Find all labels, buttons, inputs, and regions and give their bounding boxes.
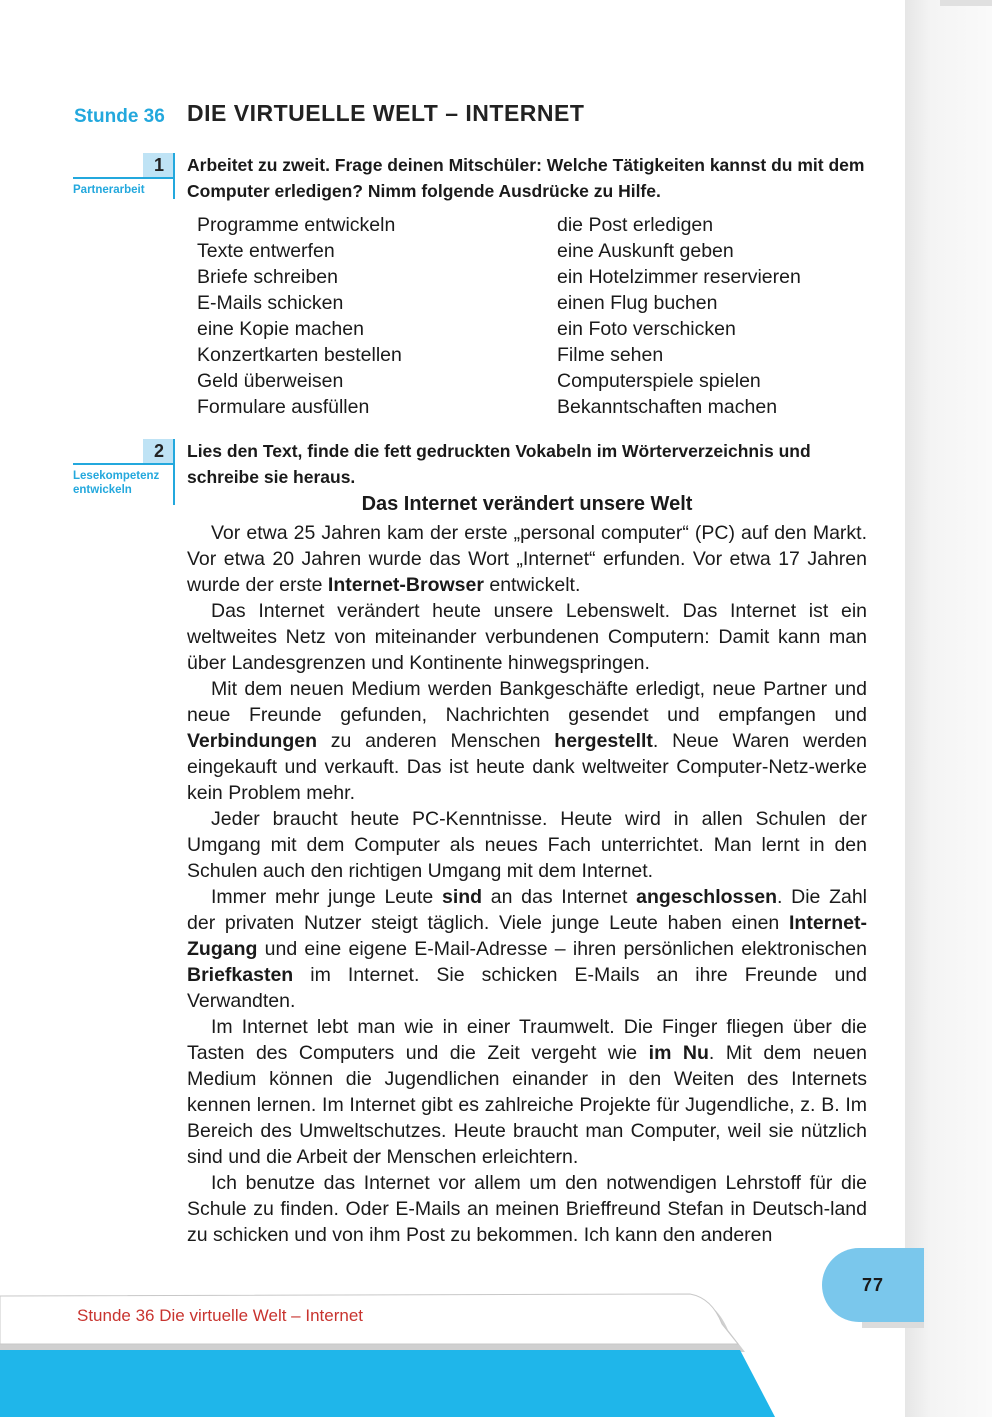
expression-item-left: E-Mails schicken <box>197 292 344 314</box>
bold-vocabulary: hergestellt <box>554 730 653 752</box>
expression-item-right: ein Hotelzimmer reservieren <box>557 266 801 288</box>
task-1-marker <box>73 153 175 199</box>
text-segment: entwickelt. <box>483 574 581 596</box>
expression-item-left: Konzertkarten bestellen <box>197 344 402 366</box>
expression-item-right: eine Auskunft geben <box>557 240 734 262</box>
expression-item-left: Geld überweisen <box>197 370 344 392</box>
text-paragraph <box>187 520 867 598</box>
page-edge-top <box>940 0 992 6</box>
task-2-marker <box>73 439 175 505</box>
bold-vocabulary: Verbindungen <box>187 730 318 752</box>
reading-text <box>187 520 867 1248</box>
expression-item-right: Filme sehen <box>557 344 664 366</box>
text-segment: . Neue Waren werden eingekauft und verkauft. Das ist heute dank weltweiter Computer-Netz-werke kein Problem mehr. <box>187 730 867 804</box>
task-2-number: 2 <box>143 439 175 463</box>
bold-vocabulary: Internet-Zugang <box>187 912 867 960</box>
task-1-instruction: Arbeitet zu zweit. Frage deinen Mitschüler: Welche Tätigkeiten kannst du mit dem Computer erledigen? Nimm folgende Ausdrücke zu Hilfe. <box>187 155 865 201</box>
task-2-hline <box>73 463 175 465</box>
text-segment: im Internet. Sie schicken E-Mails an ihre Freunde und Verwandten. <box>187 964 867 1012</box>
text-segment: Mit dem neuen Medium werden Bankgeschäfte erledigt, neue Partner und neue Freunde gefunden, Nachrichten gesendet und empfangen und <box>187 678 867 726</box>
bold-vocabulary: Briefkasten <box>187 964 294 986</box>
text-paragraph <box>187 884 867 1014</box>
bold-vocabulary: angeschlossen <box>636 886 777 908</box>
bold-vocabulary: im Nu <box>648 1042 709 1064</box>
expression-item-right: Bekanntschaften machen <box>557 396 778 418</box>
task-1-category: Partnerarbeit <box>73 184 145 196</box>
task-1-vline <box>173 153 175 199</box>
page-number-tab: 77 <box>822 1248 924 1322</box>
expression-item-left: Texte entwerfen <box>197 240 335 262</box>
task-2-category-line1: Lesekompetenz <box>73 470 160 482</box>
page-edge-shadow <box>905 0 992 1417</box>
bold-vocabulary: Internet-Browser <box>327 574 484 596</box>
text-segment: . Die Zahl der privaten Nutzer steigt täglich. Viele junge Leute haben einen <box>187 886 867 934</box>
text-segment: zu anderen Menschen <box>317 730 555 752</box>
expressions-left-column <box>197 212 402 420</box>
text-segment: und eine eigene E-Mail-Adresse – ihren persönlichen elektronischen <box>257 938 867 960</box>
text-segment: Im Internet lebt man wie in einer Traumwelt. Die Finger fliegen über die Tasten des Computers und die Zeit vergeht wie <box>187 1016 867 1064</box>
text-segment: an das Internet <box>482 886 637 908</box>
text-segment: Immer mehr junge Leute <box>211 886 442 908</box>
expression-item-right: ein Foto verschicken <box>557 318 736 340</box>
task-2-category <box>73 469 159 497</box>
text-segment: Ich benutze das Internet vor allem um den notwendigen Lehrstoff für die Schule zu finden. Oder E-Mails an meinen Brieffreund Stefan in Deutsch-land zu schicken und von ihm Post zu bekommen. Ich kann den anderen <box>187 1172 867 1246</box>
expression-item-right: die Post erledigen <box>557 214 714 236</box>
text-paragraph <box>187 598 867 676</box>
expressions-right-column <box>557 212 801 420</box>
bold-vocabulary: sind <box>441 886 483 908</box>
expression-item-right: einen Flug buchen <box>557 292 718 314</box>
text-segment: Das Internet verändert heute unsere Lebenswelt. Das Internet ist ein weltweites Netz von miteinander verbundenen Computern: Damit kann man über Landesgrenzen und Kontinente hinwegspringen. <box>187 600 867 674</box>
text-paragraph <box>187 676 867 806</box>
text-segment: . Mit dem neuen Medium können die Jugendlichen einander in den Weiten des Internets kennen lernen. Im Internet gibt es zahlreiche Projekte für Jugendliche, z. B. Im Bereich des Umweltschutzes. Heute braucht man Computer, weil sie nützlich sind und die Arbeit der Menschen erleichtern. <box>187 1042 868 1168</box>
text-paragraph <box>187 1014 867 1170</box>
task-1-hline <box>73 177 175 179</box>
expression-item-left: eine Kopie machen <box>197 318 364 340</box>
expression-item-left: Programme entwickeln <box>197 214 396 236</box>
task-1-number: 1 <box>143 153 175 177</box>
expression-item-right: Computerspiele spielen <box>557 370 761 392</box>
task-2-category-line2: entwickeln <box>73 484 132 496</box>
text-paragraph <box>187 1170 867 1248</box>
task-2-instruction: Lies den Text, finde die fett gedruckten Vokabeln im Wörterverzeichnis und schreibe sie heraus. <box>187 441 811 487</box>
expression-item-left: Formulare ausfüllen <box>197 396 370 418</box>
text-segment: Jeder braucht heute PC-Kenntnisse. Heute wird in allen Schulen der Umgang mit dem Computer als neues Fach unterrichtet. Man lernt in den Schulen auch den richtigen Umgang mit dem Internet. <box>187 808 867 882</box>
reading-text-title: Das Internet verändert unsere Welt <box>361 493 693 515</box>
footer-running-title: Stunde 36 Die virtuelle Welt – Internet <box>77 1306 364 1325</box>
text-segment: Vor etwa 25 Jahren kam der erste „personal computer“ (PC) auf den Markt. Vor etwa 20 Jahren wurde das Wort „Internet“ erfunden. Vor etwa 17 Jahren wurde der erste <box>187 522 867 596</box>
task-2-vline <box>173 439 175 505</box>
lesson-label: Stunde 36 <box>74 106 165 127</box>
text-paragraph <box>187 806 867 884</box>
page-title: DIE VIRTUELLE WELT – INTERNET <box>187 100 585 126</box>
expression-item-left: Briefe schreiben <box>197 266 338 288</box>
